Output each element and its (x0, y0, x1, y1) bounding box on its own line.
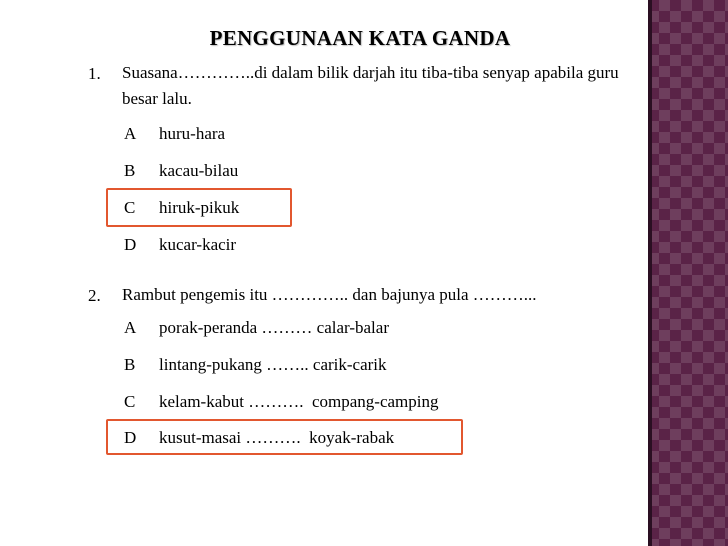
question-2-option-d-letter: D (124, 428, 137, 447)
page-title: PENGGUNAAN KATA GANDA (209, 26, 511, 50)
question-2-option-b-letter: B (124, 355, 136, 374)
question-2-option-c-text: kelam-kabut ………. compang-camping (159, 392, 439, 411)
question-1-option-d-text: kucar-kacir (159, 235, 237, 254)
question-2-option-d-text: kusut-masai ………. koyak-rabak (159, 428, 395, 447)
question-1-option-c-text: hiruk-pikuk (159, 198, 240, 217)
question-1-option-a-text: huru-hara (159, 124, 226, 143)
answer-highlight-box-question-1 (106, 188, 292, 227)
question-1-number: 1. (88, 64, 101, 83)
question-2-option-c-letter: C (124, 392, 136, 411)
answer-highlight-box-question-2 (106, 419, 463, 455)
question-1-option-c-letter: C (124, 198, 136, 217)
question-2-option-a-text: porak-peranda ……… calar-balar (159, 318, 389, 337)
question-2-number: 2. (88, 286, 101, 305)
decorative-side-panel (648, 0, 728, 546)
question-1-option-b-letter: B (124, 161, 136, 180)
question-1-option-d-letter: D (124, 235, 137, 254)
question-1-option-b-text: kacau-bilau (159, 161, 239, 180)
question-2-text: Rambut pengemis itu ………….. dan bajunya pula ………... (122, 285, 537, 304)
question-2-option-b-text: lintang-pukang …….. carik-carik (159, 355, 387, 374)
question-2-option-a-letter: A (124, 318, 137, 337)
question-1-text: Suasana…………..di dalam bilik darjah itu tiba-tiba senyap apabila guru besar lalu. (122, 63, 619, 108)
question-1-option-a-letter: A (124, 124, 137, 143)
